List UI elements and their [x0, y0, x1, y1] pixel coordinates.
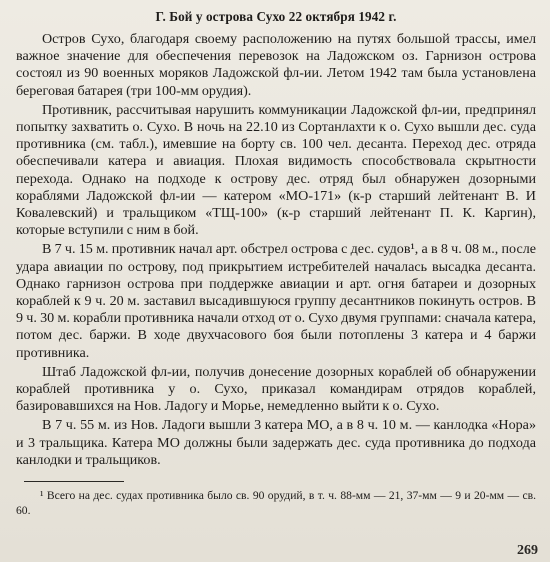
section-heading: Г. Бой у острова Сухо 22 октября 1942 г.	[155, 9, 397, 24]
footnote-divider	[24, 481, 124, 482]
footnote: ¹ Всего на дес. судах противника было св. 90 орудий, в т. ч. 88-мм — 21, 37-мм — 9 и 20-мм — св. 60.	[16, 489, 536, 518]
paragraph-4: Штаб Ладожской фл-ии, получив донесение дозорных кораблей об обнаружении кораблей противника у о. Сухо, приказал командирам отрядов кораблей, базировавшихся на Нов. Ладогу и Морье, немедленно выйти к о. Сухо.	[16, 363, 536, 415]
paragraph-3: В 7 ч. 15 м. противник начал арт. обстрел острова с дес. судов¹, а в 8 ч. 08 м., после удара авиации по острову, под прикрытием истребителей началась высадка десанта. Однако гарнизон острова при поддержке авиации и арт. огня батареи и дозорных кораблей к 9 ч. 20 м. заставил высадившуюся группу десантников покинуть остров. В 9 ч. 30 м. корабли противника начали отход от о. Сухо двумя группами: сначала катера, потом дес. баржи. В ходе двухчасового боя были потоплены 3 катера и 4 баржи противника.	[16, 241, 536, 361]
paragraph-1: Остров Сухо, благодаря своему расположению на путях большой трассы, имел важное значение для обеспечения перевозок на Ладожском оз. Гарнизон острова состоял из 90 военных моряков Ладожской фл-ии. Летом 1942 там была установлена береговая батарея (три 100-мм орудия).	[16, 31, 536, 99]
page-number: 269	[517, 543, 538, 558]
paragraph-5: В 7 ч. 55 м. из Нов. Ладоги вышли 3 катера МО, а в 8 ч. 10 м. — канлодка «Нора» и 3 тральщика. Катера МО должны были задержать дес. суда противника до подхода канлодки и тральщиков.	[16, 417, 536, 468]
paragraph-2: Противник, рассчитывая нарушить коммуникации Ладожской фл-ии, предпринял попытку захватить о. Сухо. В ночь на 22.10 из Сортанлахти к о. Сухо вышли дес. суда противника (см. табл.), имевшие на борту св. 100 чел. десанта. Переход дес. отряда обеспечивали катера и авиация. Плохая видимость способствовала скрытности перехода. Однако на подходе к острову дес. отряд был обнаружен дозорными кораблями Ладожской фл-ии — катером «МО-171» (к-р старший лейтенант В. И Ковалевский) и тральщиком «ТЩ-100» (к-р старший лейтенант П. К. Каргин), которые вступили с ним в бой.	[16, 101, 536, 239]
